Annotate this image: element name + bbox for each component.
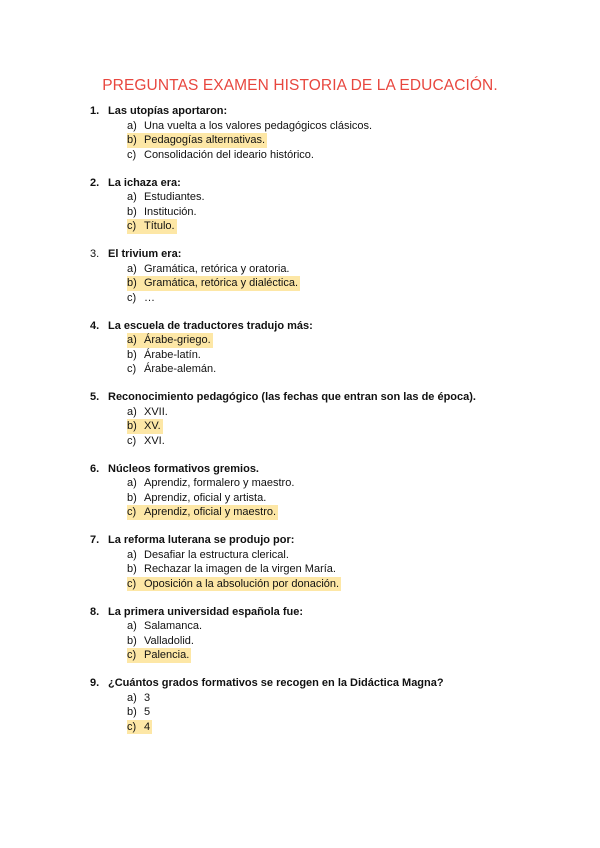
- option-text: Desafiar la estructura clerical.: [144, 548, 289, 561]
- option-text: 5: [144, 706, 151, 718]
- question-7: [90, 533, 570, 591]
- question-number: 2.: [90, 176, 100, 189]
- question-number: 4.: [90, 319, 100, 332]
- question-text: La reforma luterana se produjo por:: [108, 534, 295, 546]
- answer-options: [127, 619, 570, 663]
- option-letter: c): [127, 363, 137, 375]
- option-text: Aprendiz, formalero y maestro.: [144, 477, 295, 489]
- option-text: Pedagogías alternativas.: [144, 134, 266, 146]
- answer-options: [127, 262, 570, 306]
- answer-options: [127, 333, 570, 377]
- answer-option: [127, 205, 570, 220]
- question-5: [90, 390, 570, 448]
- option-text: XVI.: [144, 434, 165, 447]
- answer-options: [127, 691, 570, 735]
- question-heading: [90, 176, 570, 191]
- option-text: Árabe-latín.: [144, 348, 201, 361]
- option-text: Árabe-alemán.: [144, 363, 217, 375]
- answer-option: [127, 434, 570, 449]
- question-heading: [90, 676, 570, 691]
- answer-option-highlighted: [127, 419, 570, 434]
- option-letter: b): [127, 706, 137, 718]
- answer-option: [127, 705, 570, 720]
- option-text: Gramática, retórica y oratoria.: [144, 262, 290, 275]
- question-number: 5.: [90, 391, 100, 403]
- option-text: Título.: [144, 220, 175, 232]
- option-text: Estudiantes.: [144, 191, 205, 203]
- question-heading: [90, 247, 570, 262]
- option-letter: a): [127, 620, 137, 632]
- question-text: ¿Cuántos grados formativos se recogen en la Didáctica Magna?: [108, 677, 444, 689]
- question-heading: [90, 390, 570, 405]
- answer-option: [127, 119, 570, 134]
- answer-option: [127, 619, 570, 634]
- option-letter: c): [127, 720, 146, 735]
- question-8: [90, 605, 570, 663]
- question-number: 8.: [90, 605, 100, 618]
- option-letter: c): [127, 291, 137, 304]
- option-text: Gramática, retórica y dialéctica.: [144, 277, 299, 289]
- option-text: Salamanca.: [144, 620, 203, 632]
- answer-option: [127, 262, 570, 277]
- answer-option: [127, 291, 570, 306]
- question-text: Núcleos formativos gremios.: [108, 462, 259, 475]
- answer-option: [127, 548, 570, 563]
- option-letter: a): [127, 333, 146, 348]
- answer-options: [127, 119, 570, 163]
- answer-option: [127, 634, 570, 649]
- answer-option: [127, 362, 570, 377]
- option-text: Palencia.: [144, 649, 190, 661]
- answer-option: [127, 476, 570, 491]
- option-letter: c): [127, 148, 137, 161]
- option-text: Una vuelta a los valores pedagógicos clásicos.: [144, 119, 373, 132]
- answer-option: [127, 405, 570, 420]
- answer-options: [127, 405, 570, 449]
- question-text: La ichaza era:: [108, 176, 181, 189]
- answer-option-highlighted: [127, 133, 570, 148]
- answer-options: [127, 476, 570, 520]
- option-letter: b): [127, 133, 146, 148]
- option-text: XVII.: [144, 405, 168, 418]
- answer-option: [127, 148, 570, 163]
- option-text: Aprendiz, oficial y maestro.: [144, 506, 277, 518]
- question-list: [90, 104, 570, 748]
- option-text: Rechazar la imagen de la virgen María.: [144, 563, 336, 575]
- question-4: [90, 319, 570, 377]
- option-letter: b): [127, 491, 137, 504]
- answer-option: [127, 348, 570, 363]
- question-number: 6.: [90, 462, 100, 475]
- question-text: La primera universidad española fue:: [108, 605, 304, 618]
- question-number: 9.: [90, 677, 100, 689]
- question-3: [90, 247, 570, 305]
- option-text: Consolidación del ideario histórico.: [144, 148, 314, 161]
- question-text: La escuela de traductores tradujo más:: [108, 319, 313, 332]
- option-letter: b): [127, 634, 137, 647]
- answer-option: [127, 562, 570, 577]
- option-letter: b): [127, 348, 137, 361]
- answer-option-highlighted: [127, 505, 570, 520]
- question-9: [90, 676, 570, 734]
- question-2: [90, 176, 570, 234]
- question-heading: [90, 319, 570, 334]
- option-letter: c): [127, 434, 137, 447]
- answer-option: [127, 491, 570, 506]
- option-letter: a): [127, 477, 137, 489]
- question-heading: [90, 462, 570, 477]
- option-text: Aprendiz, oficial y artista.: [144, 491, 267, 504]
- question-heading: [90, 104, 570, 119]
- answer-options: [127, 548, 570, 592]
- question-heading: [90, 533, 570, 548]
- option-text: Árabe-griego.: [144, 334, 211, 346]
- question-text: Reconocimiento pedagógico (las fechas que entran son las de época).: [108, 391, 476, 403]
- option-text: Institución.: [144, 205, 197, 218]
- answer-option-highlighted: [127, 648, 570, 663]
- answer-option: [127, 691, 570, 706]
- answer-option: [127, 190, 570, 205]
- option-letter: a): [127, 548, 137, 561]
- option-letter: c): [127, 505, 146, 520]
- option-text: Valladolid.: [144, 634, 194, 647]
- answer-option-highlighted: [127, 577, 570, 592]
- option-text: 3: [144, 691, 151, 704]
- option-letter: a): [127, 262, 137, 275]
- question-1: [90, 104, 570, 162]
- option-letter: b): [127, 419, 146, 434]
- option-letter: a): [127, 691, 137, 704]
- option-letter: b): [127, 563, 137, 575]
- answer-option-highlighted: [127, 276, 570, 291]
- option-letter: c): [127, 219, 146, 234]
- question-6: [90, 462, 570, 520]
- question-text: Las utopías aportaron:: [108, 105, 228, 117]
- option-letter: a): [127, 405, 137, 418]
- option-letter: b): [127, 205, 137, 218]
- answer-option-highlighted: [127, 720, 570, 735]
- option-text: XV.: [144, 420, 161, 432]
- option-text: Oposición a la absolución por donación.: [144, 577, 340, 590]
- answer-option-highlighted: [127, 219, 570, 234]
- option-text: …: [144, 291, 155, 304]
- page-title: PREGUNTAS EXAMEN HISTORIA DE LA EDUCACIÓN.: [102, 77, 498, 94]
- option-text: 4: [144, 720, 151, 733]
- option-letter: c): [127, 577, 146, 592]
- question-number: 1.: [90, 105, 100, 117]
- question-number: 7.: [90, 534, 100, 546]
- answer-options: [127, 190, 570, 234]
- question-number: 3.: [90, 248, 100, 260]
- question-text: El trivium era:: [108, 248, 182, 260]
- option-letter: a): [127, 191, 137, 203]
- option-letter: a): [127, 119, 137, 132]
- answer-option-highlighted: [127, 333, 570, 348]
- question-heading: [90, 605, 570, 620]
- option-letter: c): [127, 648, 146, 663]
- option-letter: b): [127, 276, 146, 291]
